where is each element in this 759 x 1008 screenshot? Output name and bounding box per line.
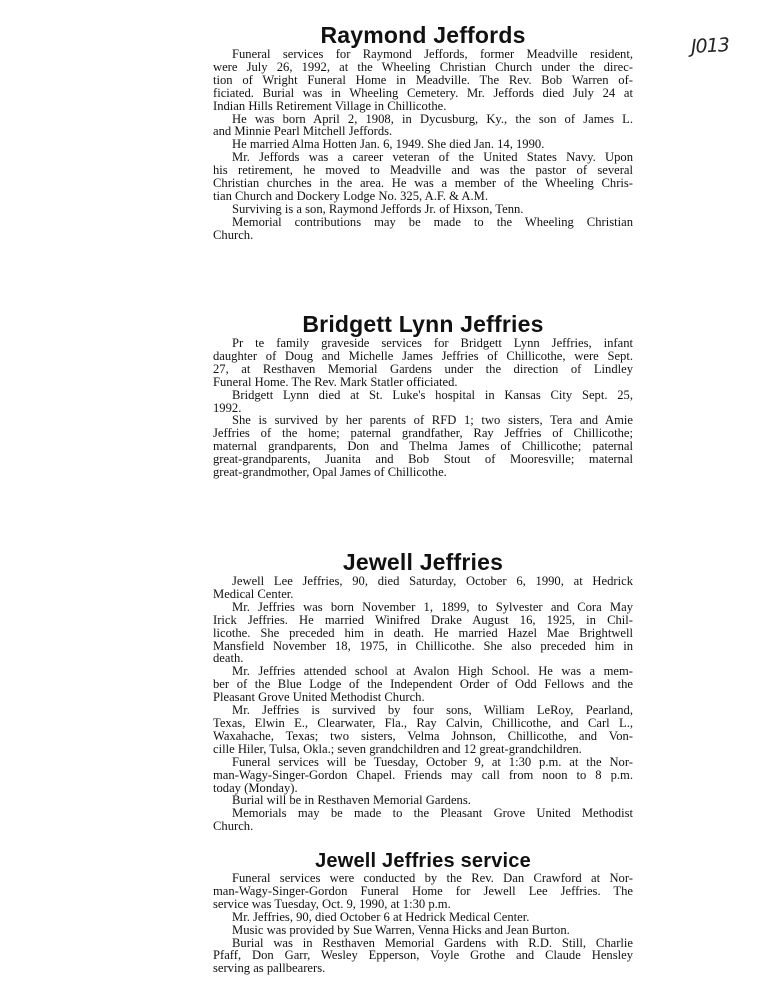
text-line: Bridgett Lynn died at St. Luke's hospital in Kansas City Sept. 25, bbox=[232, 387, 633, 402]
text-line: cille Hiler, Tulsa, Okla.; seven grandchildren and 12 great-grandchildren. bbox=[213, 741, 582, 756]
text-line: Funeral services were conducted by the Rev. Dan Crawford at Nor- bbox=[232, 871, 633, 885]
text-line: Texas, Elwin E., Clearwater, Fla., Ray Calvin, Chillicothe, and Carl L., bbox=[213, 715, 633, 730]
obituary-bridgett-lynn-jeffries bbox=[213, 311, 633, 479]
obituary-raymond-jeffords bbox=[213, 22, 633, 242]
obituary-body bbox=[213, 872, 633, 975]
text-line: service was Tuesday, Oct. 9, 1990, at 1:30 p.m. bbox=[213, 896, 451, 911]
text-line: Pr te family graveside services for Bridgett Lynn Jeffries, infant bbox=[232, 336, 633, 350]
text-line: today (Monday). bbox=[213, 780, 298, 795]
obituary-headline: Raymond Jeffords bbox=[320, 22, 526, 48]
text-line: Mr. Jeffries attended school at Avalon High School. He was a mem- bbox=[232, 664, 633, 679]
text-line: Burial was in Resthaven Memorial Gardens with R.D. Still, Charlie bbox=[232, 935, 633, 950]
text-line: were July 26, 1992, at the Wheeling Christian Church under the direc- bbox=[213, 59, 633, 74]
text-line: licothe. She preceded him in death. He married Hazel Mae Brightwell bbox=[213, 625, 633, 640]
obituary-body bbox=[213, 337, 633, 479]
text-line: Waxahache, Texas; two sisters, Velma Johnson, Chillicothe, and Von- bbox=[213, 728, 633, 743]
text-line: great-grandmother, Opal James of Chillicothe. bbox=[213, 465, 447, 480]
text-line: Mr. Jeffords was a career veteran of the United States Navy. Upon bbox=[232, 150, 633, 165]
text-line: death. bbox=[213, 651, 244, 666]
obituary-headline: Bridgett Lynn Jeffries bbox=[302, 311, 544, 337]
text-line: Indian Hills Retirement Village in Chillicothe. bbox=[213, 98, 447, 113]
text-line: Church. bbox=[213, 819, 254, 834]
text-line: Memorials may be made to the Pleasant Grove United Methodist bbox=[232, 806, 633, 821]
text-line: He married Alma Hotten Jan. 6, 1949. She died Jan. 14, 1990. bbox=[232, 137, 545, 152]
text-line: ficiated. Burial was in Wheeling Cemetery. Mr. Jeffords died July 24 at bbox=[213, 85, 633, 100]
handwritten-annotation: J013 bbox=[690, 34, 730, 58]
text-line: tian Church and Dockery Lodge No. 325, A.F. & A.M. bbox=[213, 188, 488, 203]
text-line: maternal grandparents, Don and Thelma James of Chillicothe; paternal bbox=[213, 439, 633, 454]
text-line: Music was provided by Sue Warren, Venna Hicks and Jean Burton. bbox=[232, 922, 570, 937]
text-line: Funeral Home. The Rev. Mark Statler officiated. bbox=[213, 374, 458, 389]
text-line: Funeral services will be Tuesday, October 9, at 1:30 p.m. at the Nor- bbox=[232, 754, 633, 769]
text-line: Jewell Lee Jeffries, 90, died Saturday, October 6, 1990, at Hedrick bbox=[232, 574, 633, 588]
text-line: Mr. Jeffries, 90, died October 6 at Hedrick Medical Center. bbox=[232, 909, 530, 924]
text-line: Church. bbox=[213, 227, 254, 242]
obituary-body bbox=[213, 48, 633, 242]
text-line: his retirement, he moved to Meadville and was the pastor of several bbox=[213, 163, 633, 178]
text-line: serving as pallbearers. bbox=[213, 961, 326, 976]
obituary-body bbox=[213, 575, 633, 833]
text-line: Surviving is a son, Raymond Jeffords Jr. of Hixson, Tenn. bbox=[232, 201, 524, 216]
text-line: Christian churches in the area. He was a member of the Wheeling Chris- bbox=[213, 176, 633, 191]
text-line: Mr. Jeffries is survived by four sons, William LeRoy, Pearland, bbox=[232, 703, 633, 718]
text-line: Mr. Jeffries was born November 1, 1899, to Sylvester and Cora May bbox=[232, 599, 633, 614]
text-line: Memorial contributions may be made to the Wheeling Christian bbox=[232, 214, 633, 229]
text-line: tion of Wright Funeral Home in Meadville. The Rev. Bob Warren of- bbox=[213, 72, 633, 87]
text-line: man-Wagy-Singer-Gordon Chapel. Friends may call from noon to 8 p.m. bbox=[213, 767, 633, 782]
text-line: ber of the Blue Lodge of the Independent Order of Odd Fellows and the bbox=[213, 677, 633, 692]
text-line: Jeffries of the home; paternal grandfather, Ray Jeffries of Chillicothe; bbox=[213, 426, 633, 441]
text-line: Irick Jeffries. He married Winifred Drake August 16, 1925, in Chil- bbox=[213, 612, 633, 627]
text-line: She is survived by her parents of RFD 1; two sisters, Tera and Amie bbox=[232, 413, 633, 428]
text-line: He was born April 2, 1908, in Dycusburg, Ky., the son of James L. bbox=[232, 111, 633, 126]
text-line: Medical Center. bbox=[213, 586, 294, 601]
text-line: daughter of Doug and Michelle James Jeffries of Chillicothe, were Sept. bbox=[213, 348, 633, 363]
text-line: Pfaff, Don Garr, Wesley Epperson, Voyle Grothe and Claude Hensley bbox=[213, 948, 633, 963]
text-line: Burial will be in Resthaven Memorial Gardens. bbox=[232, 793, 471, 808]
text-line: great-grandparents, Juanita and Bob Stout of Mooresville; maternal bbox=[213, 452, 633, 467]
obituary-jewell-jeffries bbox=[213, 549, 633, 833]
text-line: Mansfield November 18, 1975, in Chillicothe. She also preceded him in bbox=[213, 638, 633, 653]
text-line: man-Wagy-Singer-Gordon Funeral Home for Jewell Lee Jeffries. The bbox=[213, 883, 633, 898]
text-line: Funeral services for Raymond Jeffords, former Meadville resident, bbox=[232, 47, 633, 61]
text-line: Pleasant Grove United Methodist Church. bbox=[213, 690, 425, 705]
text-line: 1992. bbox=[213, 400, 242, 415]
obituary-jewell-jeffries-service bbox=[213, 850, 633, 975]
text-line: 27, at Resthaven Memorial Gardens under the direction of Lindley bbox=[213, 361, 633, 376]
obituary-headline: Jewell Jeffries bbox=[342, 549, 504, 575]
obituary-headline: Jewell Jeffries service bbox=[315, 850, 531, 872]
text-line: and Minnie Pearl Mitchell Jeffords. bbox=[213, 124, 393, 139]
